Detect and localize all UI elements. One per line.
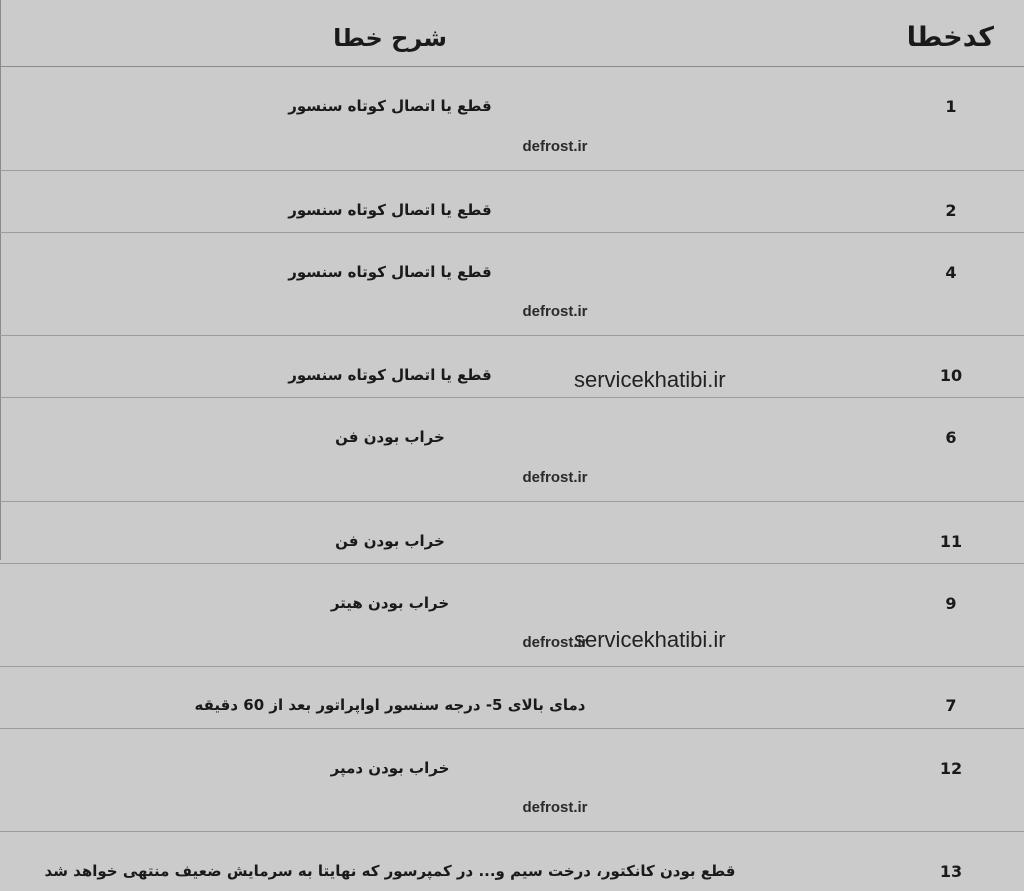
description-column-header: شرح خطا [333,24,447,52]
error-code: 13 [939,862,963,881]
table-row [0,729,1024,832]
error-description: قطع یا اتصال کوتاه سنسور [288,263,492,281]
table-row [0,336,1024,398]
error-description: دمای بالای 5- درجه سنسور اواپراتور بعد از 60 دقیقه [194,696,586,714]
error-code: 2 [945,201,957,220]
table-row [0,171,1024,233]
defrost-watermark: defrost.ir [522,799,588,816]
error-code: 9 [945,594,957,613]
table-row [0,233,1024,336]
table-row [0,667,1024,729]
error-code: 11 [939,532,963,551]
error-code: 10 [939,366,963,385]
table-row [0,502,1024,564]
error-description: خراب بودن فن [335,428,445,446]
defrost-watermark: defrost.ir [522,138,588,155]
table-row [0,67,1024,171]
defrost-watermark: defrost.ir [522,303,588,320]
error-description: خراب بودن فن [335,532,445,550]
error-description: قطع بودن کانکتور، درخت سیم و... در کمپرسور که نهایتا به سرمایش ضعیف منتهی خواهد شد [44,862,736,880]
table-header-row [0,0,1024,67]
table-row [0,832,1024,891]
table-row [0,398,1024,502]
error-code: 4 [945,263,957,282]
defrost-watermark: defrost.ir [522,469,588,486]
code-column-header: کدخطا [906,22,994,53]
table-row [0,564,1024,667]
error-code: 6 [945,428,957,447]
error-code: 1 [945,97,957,116]
error-description: قطع یا اتصال کوتاه سنسور [288,366,492,384]
error-description: خراب بودن دمپر [330,759,450,777]
error-description: قطع یا اتصال کوتاه سنسور [288,201,492,219]
error-code: 12 [939,759,963,778]
servicekhatibi-watermark: servicekhatibi.ir [574,367,726,392]
error-description: خراب بودن هیتر [330,594,450,612]
error-code: 7 [945,696,957,715]
error-description: قطع یا اتصال کوتاه سنسور [288,97,492,115]
defrost-watermark: defrost.ir [522,634,588,651]
servicekhatibi-watermark: servicekhatibi.ir [574,627,726,652]
